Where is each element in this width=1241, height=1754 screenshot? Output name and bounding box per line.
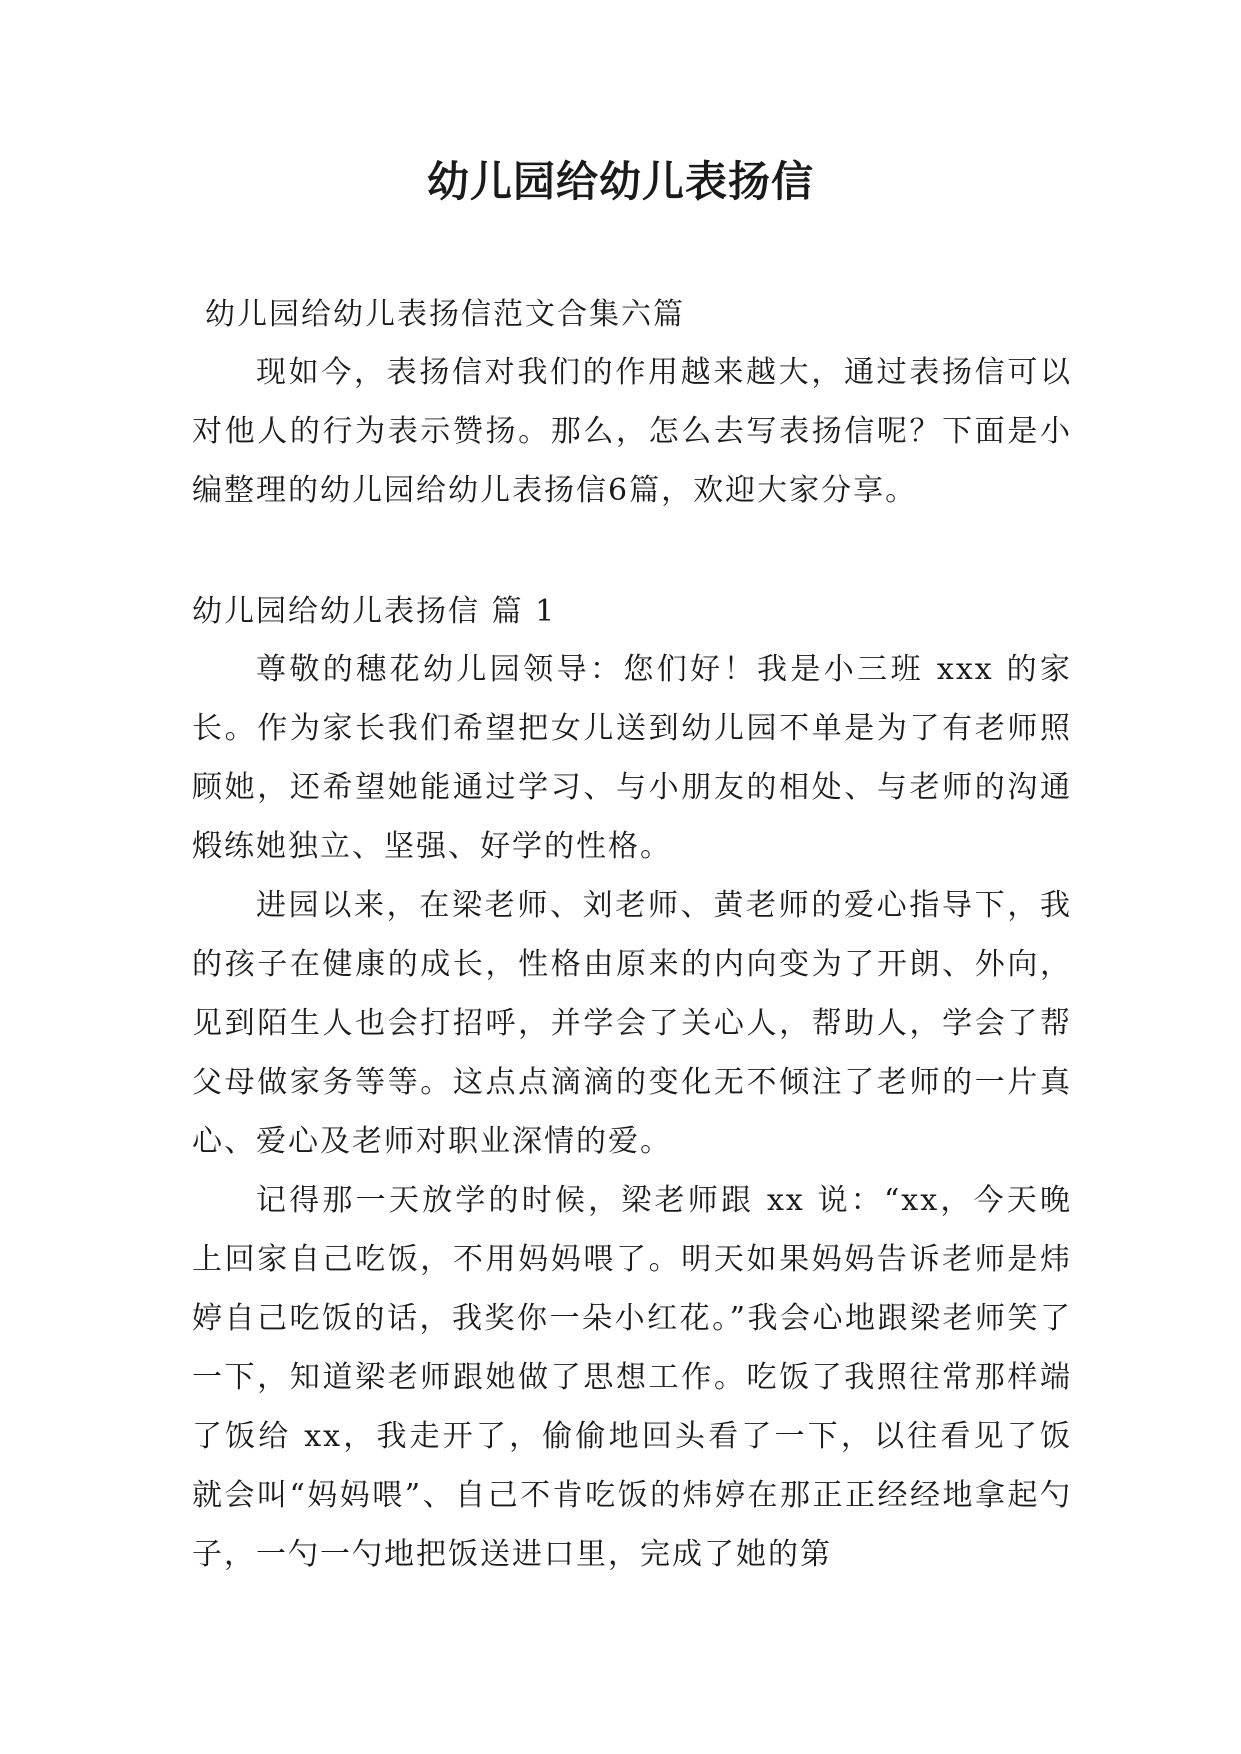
letter-paragraph: 进园以来，在梁老师、刘老师、黄老师的爱心指导下，我的孩子在健康的成长，性格由原来的内向变为了开朗、外向，见到陌生人也会打招呼，并学会了关心人，帮助人，学会了帮父母做家务等等。这点点滴滴的变化无不倾注了老师的一片真心、爱心及老师对职业深情的爱。 — [192, 888, 1072, 1159]
letter-paragraph: 记得那一天放学的时候，梁老师跟 xx 说：“xx，今天晚上回家自己吃饭，不用妈妈喂了。明天如果妈妈告诉老师是炜婷自己吃饭的话，我奖你一朵小红花。”我会心地跟梁老师笑了一下，知道梁老师跟她做了思想工作。吃饭了我照往常那样端了饭给 xx，我走开了，偷偷地回头看了一下，以往看见了饭就会叫“妈妈喂”、自己不肯吃饭的炜婷在那正正经经地拿起勺子，一勺一勺地把饭送进口里，完成了她的第 — [192, 1183, 1072, 1572]
letter-paragraph: 尊敬的穗花幼儿园领导：您们好！我是小三班 xxx 的家长。作为家长我们希望把女儿送到幼儿园不单是为了有老师照顾她，还希望她能通过学习、与小朋友的相处、与老师的沟通煅练她独立、坚强、好学的性格。 — [192, 652, 1072, 864]
section-heading: 幼儿园给幼儿表扬信 篇 1 — [192, 594, 557, 629]
letter-body — [192, 640, 1072, 1584]
intro-block — [192, 343, 1072, 520]
document-subtitle: 幼儿园给幼儿表扬信范文合集六篇 — [205, 297, 685, 332]
document-title: 幼儿园给幼儿表扬信 — [426, 157, 814, 206]
intro-paragraph: 现如今，表扬信对我们的作用越来越大，通过表扬信可以对他人的行为表示赞扬。那么，怎么去写表扬信呢？下面是小编整理的幼儿园给幼儿表扬信6篇，欢迎大家分享。 — [192, 355, 1072, 508]
